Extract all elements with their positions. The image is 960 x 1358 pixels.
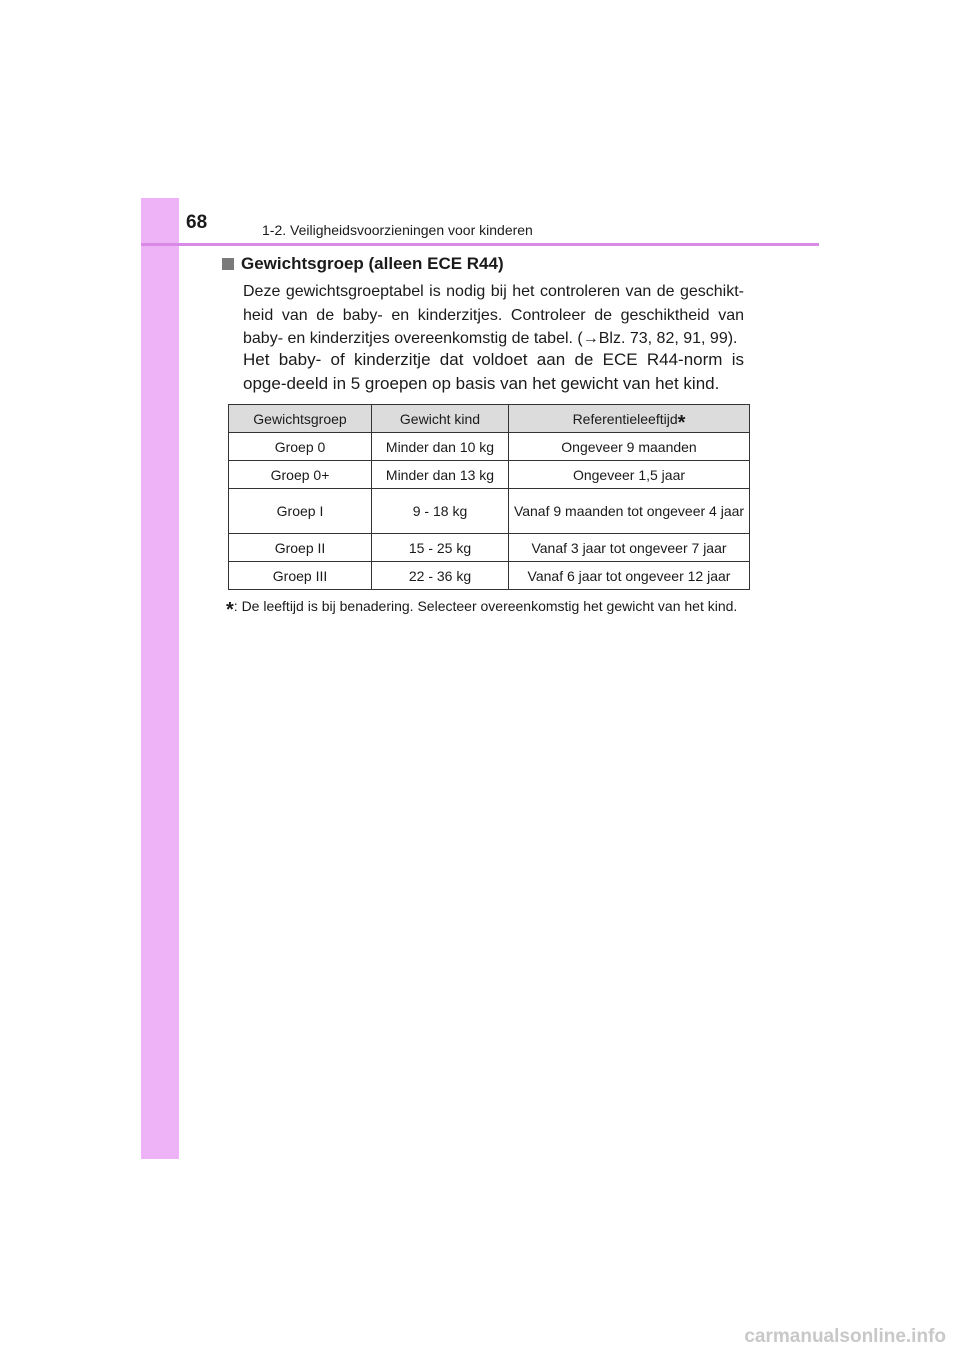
intro-paragraph: Deze gewichtsgroeptabel is nodig bij het controleren van de geschikt-heid van de baby- en kinderzitjes. Controleer de geschiktheid van baby- en kinderzitjes overeenkomstig de tabel. (→Blz. 73, 82, 91, 99). — [243, 283, 744, 347]
header-divider — [141, 243, 819, 246]
table-row — [229, 433, 750, 461]
cell-age: Ongeveer 1,5 jaar — [509, 461, 750, 489]
cell-group: Groep III — [229, 562, 372, 590]
cell-weight: Minder dan 13 kg — [372, 461, 509, 489]
cell-weight: 22 - 36 kg — [372, 562, 509, 590]
cell-weight: 15 - 25 kg — [372, 534, 509, 562]
cell-group: Groep I — [229, 489, 372, 534]
cell-age: Vanaf 9 maanden tot ongeveer 4 jaar — [509, 489, 750, 534]
cell-age: Vanaf 3 jaar tot ongeveer 7 jaar — [509, 534, 750, 562]
table-row — [229, 534, 750, 562]
cell-age: Ongeveer 9 maanden — [509, 433, 750, 461]
page-number: 68 — [186, 212, 208, 233]
cell-weight: 9 - 18 kg — [372, 489, 509, 534]
groups-paragraph: Het baby- of kinderzitje dat voldoet aan de ECE R44-norm is opge-deeld in 5 groepen op basis van het gewicht van het kind. — [243, 350, 744, 393]
table-row — [229, 461, 750, 489]
section-heading — [222, 254, 504, 274]
square-bullet-icon — [222, 258, 234, 270]
section-title: 1-2. Veiligheidsvoorzieningen voor kinderen — [262, 222, 533, 238]
header-weight-group: Gewichtsgroep — [229, 405, 372, 433]
footnote-star: * — [226, 599, 234, 621]
watermark-logo: carmanualsonline.info — [744, 1326, 946, 1347]
cell-age: Vanaf 6 jaar tot ongeveer 12 jaar — [509, 562, 750, 590]
cell-group: Groep 0+ — [229, 461, 372, 489]
footnote-mark: * — [677, 411, 686, 434]
header-reference-age — [509, 405, 750, 433]
cell-weight: Minder dan 10 kg — [372, 433, 509, 461]
cell-group: Groep 0 — [229, 433, 372, 461]
table-row — [229, 489, 750, 534]
footnote-text: : De leeftijd is bij benadering. Selecteer overeenkomstig het gewicht van het kind. — [233, 598, 738, 614]
footnote — [226, 597, 765, 621]
header-child-weight: Gewicht kind — [372, 405, 509, 433]
header-reference-age-label: Referentieleeftijd — [572, 410, 678, 427]
table-header-row — [229, 405, 750, 433]
weight-group-table — [228, 404, 750, 590]
heading-text: Gewichtsgroep (alleen ECE R44) — [241, 254, 504, 273]
cell-group: Groep II — [229, 534, 372, 562]
table-row — [229, 562, 750, 590]
chapter-sidebar-tab — [141, 198, 179, 1159]
